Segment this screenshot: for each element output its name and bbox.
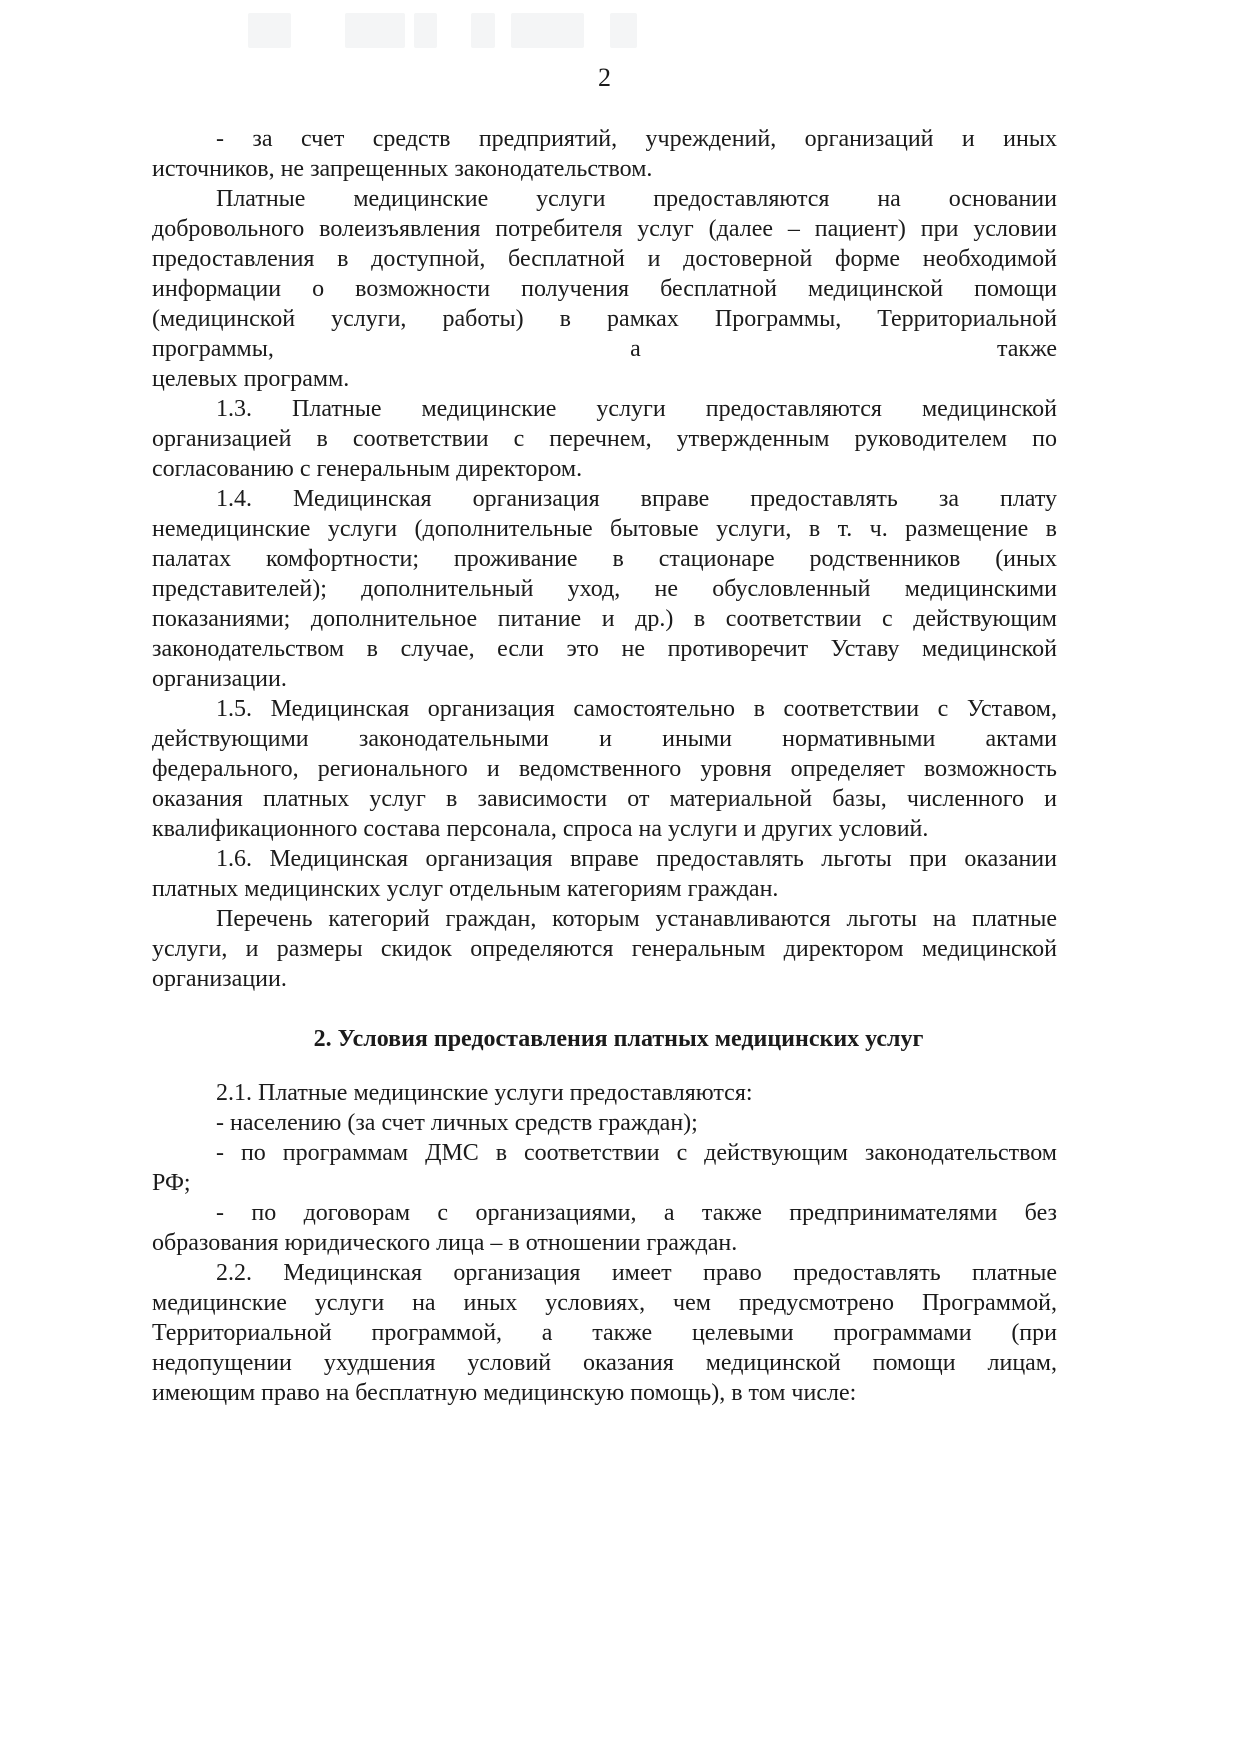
faded-watermark-block: [414, 13, 437, 48]
text-line: организацией в соответствии с перечнем, утвержденным руководителем по: [152, 426, 1057, 452]
text-line: услуги, и размеры скидок определяются генеральным директором медицинской: [152, 936, 1057, 962]
text-line: предоставления в доступной, бесплатной и достоверной форме необходимой: [152, 246, 1057, 272]
text-line: согласованию с генеральным директором.: [152, 456, 583, 482]
faded-watermark-block: [511, 13, 584, 48]
text-line: добровольного волеизъявления потребителя услуг (далее – пациент) при условии: [152, 216, 1057, 242]
text-line: 1.3. Платные медицинские услуги предоставляются медицинской: [216, 396, 1057, 422]
text-line: - за счет средств предприятий, учреждений, организаций и иных: [216, 126, 1057, 152]
text-line: действующими законодательными и иными нормативными актами: [152, 726, 1057, 752]
text-line: 2.1. Платные медицинские услуги предоставляются:: [216, 1080, 753, 1106]
faded-watermark-block: [610, 13, 637, 48]
text-line: 1.6. Медицинская организация вправе предоставлять льготы при оказании: [216, 846, 1057, 872]
section-heading: 2. Условия предоставления платных медицинских услуг: [313, 1026, 924, 1052]
text-line: программы, а также: [152, 336, 1057, 362]
text-line: 1.5. Медицинская организация самостоятельно в соответствии с Уставом,: [216, 696, 1057, 722]
text-line: 1.4. Медицинская организация вправе предоставлять за плату: [216, 486, 1057, 512]
text-line: организации.: [152, 666, 287, 692]
text-line: 2.2. Медицинская организация имеет право предоставлять платные: [216, 1260, 1057, 1286]
text-line: Платные медицинские услуги предоставляются на основании: [216, 186, 1057, 212]
page-number: 2: [598, 63, 611, 92]
text-line: квалификационного состава персонала, спроса на услуги и других условий.: [152, 816, 929, 842]
faded-watermark-block: [471, 13, 495, 48]
text-line: платных медицинских услуг отдельным категориям граждан.: [152, 876, 779, 902]
document-body: [152, 124, 1057, 1408]
text-line: - по программам ДМС в соответствии с действующим законодательством: [216, 1140, 1057, 1166]
text-line: организации.: [152, 966, 287, 992]
text-line: - населению (за счет личных средств граждан);: [216, 1110, 698, 1136]
text-line: (медицинской услуги, работы) в рамках Программы, Территориальной: [152, 306, 1057, 332]
text-line: законодательством в случае, если это не противоречит Уставу медицинской: [152, 636, 1057, 662]
faded-watermark: [0, 13, 1240, 49]
text-line: РФ;: [152, 1170, 191, 1196]
text-line: источников, не запрещенных законодательством.: [152, 156, 653, 182]
faded-watermark-block: [345, 13, 405, 48]
text-line: показаниями; дополнительное питание и др.) в соответствии с действующим: [152, 606, 1057, 632]
text-line: образования юридического лица – в отношении граждан.: [152, 1230, 738, 1256]
text-line: палатах комфортности; проживание в стационаре родственников (иных: [152, 546, 1057, 572]
text-line: медицинские услуги на иных условиях, чем предусмотрено Программой,: [152, 1290, 1057, 1316]
text-line: информации о возможности получения бесплатной медицинской помощи: [152, 276, 1057, 302]
text-line: недопущении ухудшения условий оказания медицинской помощи лицам,: [152, 1350, 1057, 1376]
text-line: представителей); дополнительный уход, не обусловленный медицинскими: [152, 576, 1057, 602]
faded-watermark-block: [248, 13, 291, 48]
text-line: имеющим право на бесплатную медицинскую помощь), в том числе:: [152, 1380, 857, 1406]
text-line: оказания платных услуг в зависимости от материальной базы, численного и: [152, 786, 1057, 812]
text-line: Территориальной программой, а также целевыми программами (при: [152, 1320, 1057, 1346]
text-line: целевых программ.: [152, 366, 350, 392]
text-line: Перечень категорий граждан, которым устанавливаются льготы на платные: [216, 906, 1057, 932]
text-line: - по договорам с организациями, а также предпринимателями без: [216, 1200, 1057, 1226]
text-line: немедицинские услуги (дополнительные бытовые услуги, в т. ч. размещение в: [152, 516, 1057, 542]
text-line: федерального, регионального и ведомственного уровня определяет возможность: [152, 756, 1057, 782]
